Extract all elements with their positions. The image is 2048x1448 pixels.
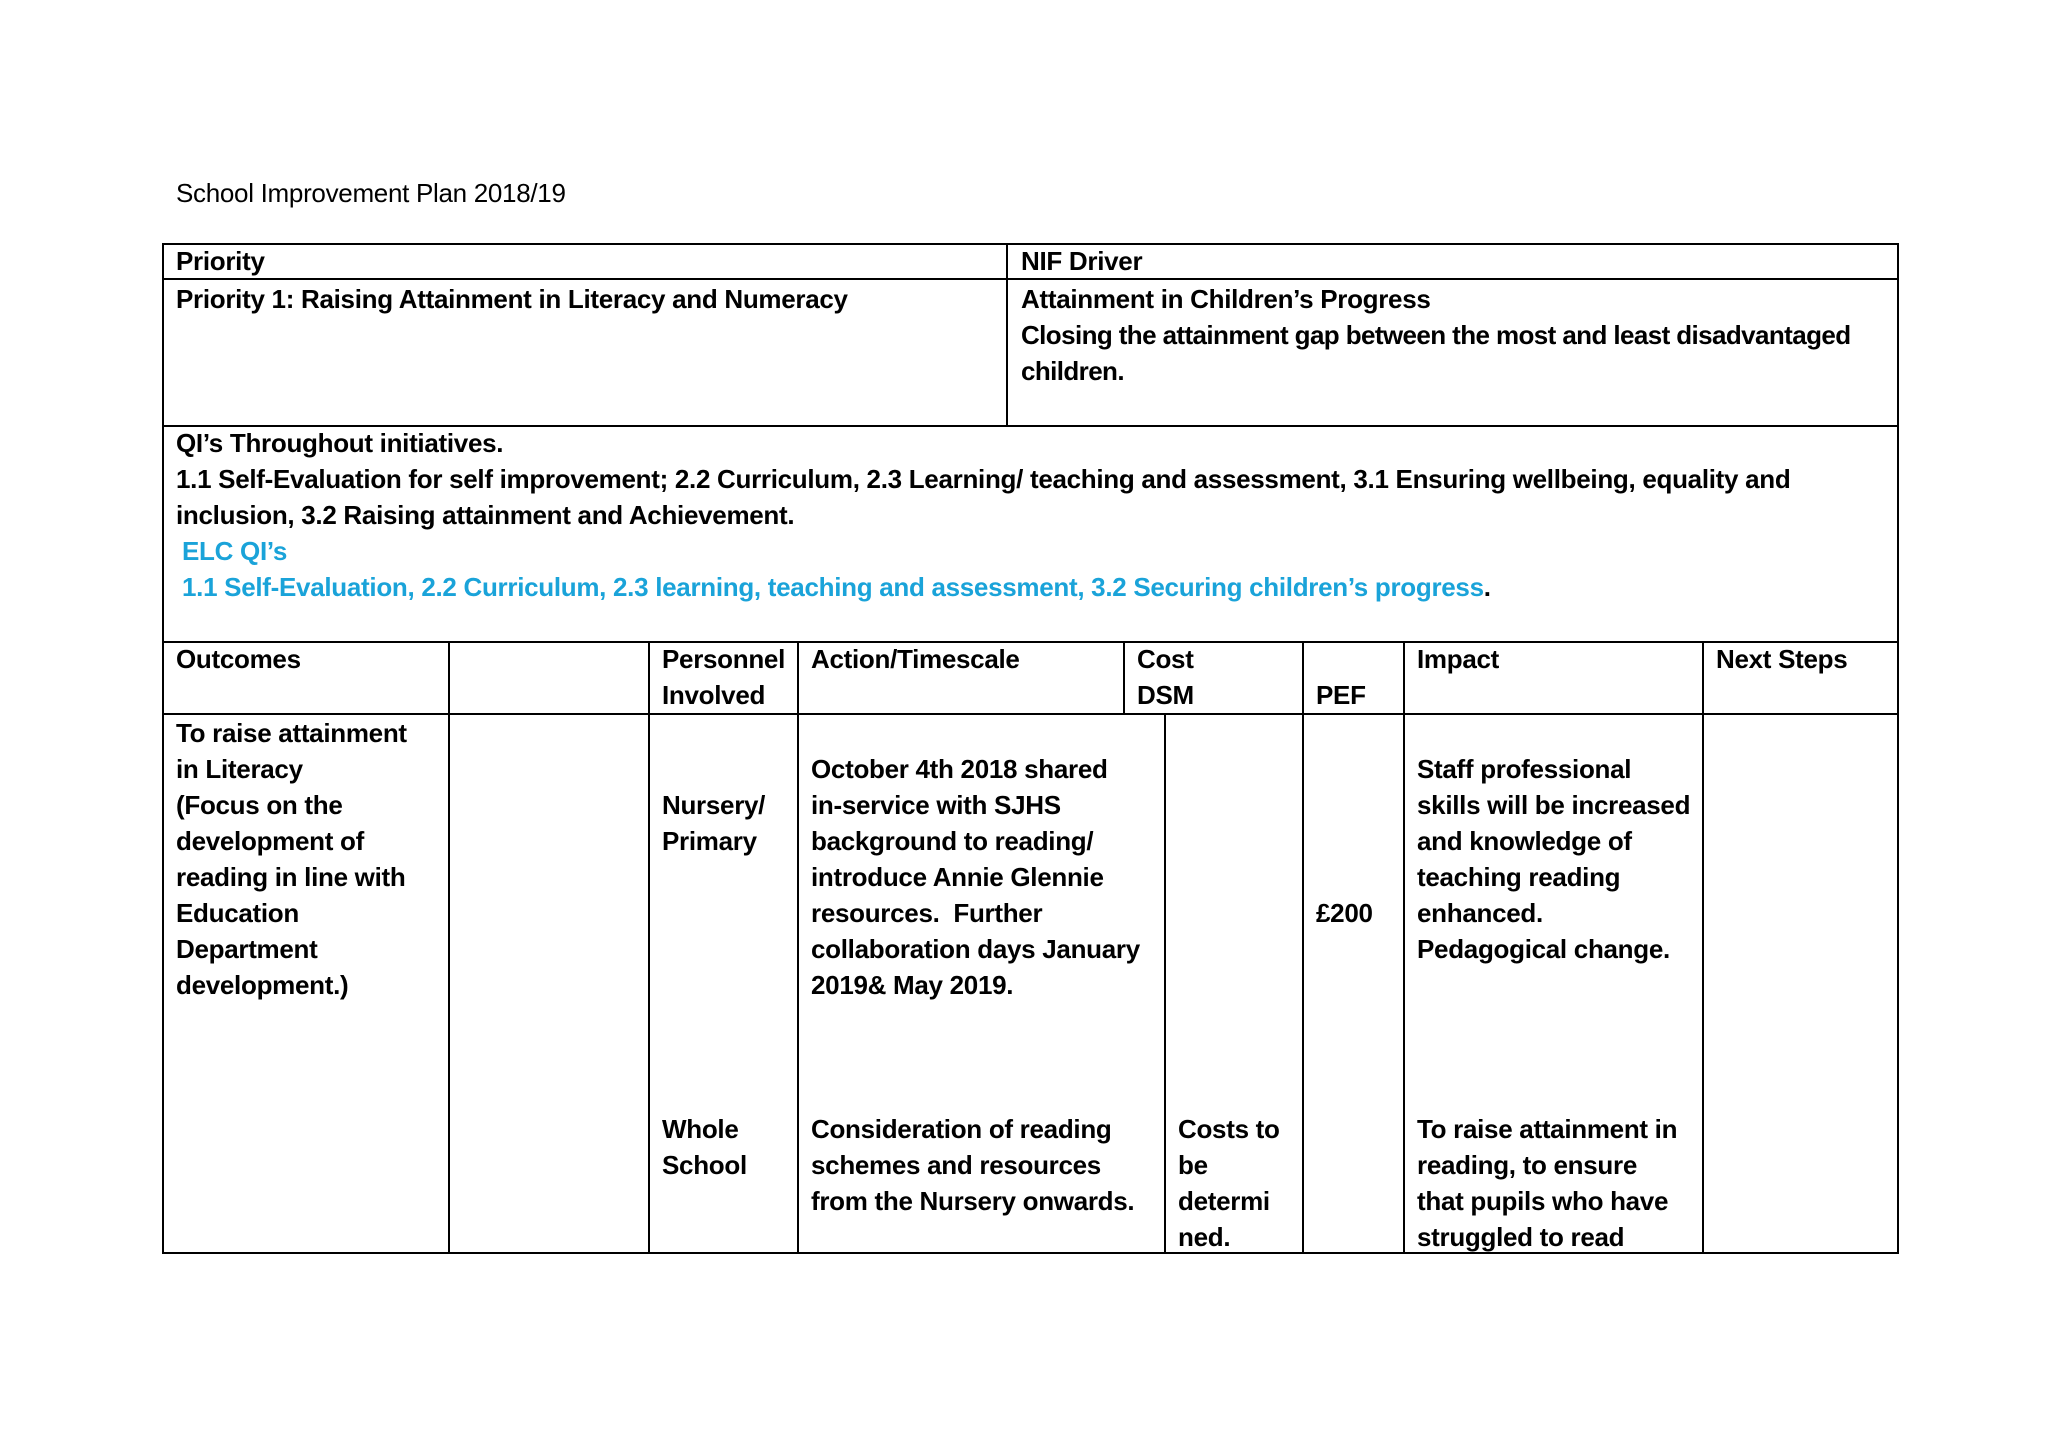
- col-header-impact: Impact: [1417, 644, 1500, 674]
- priority-header: Priority: [176, 246, 265, 276]
- nif-driver-line1: Attainment in Children’s Progress: [1021, 284, 1431, 314]
- elc-qi-text: 1.1 Self-Evaluation, 2.2 Curriculum, 2.3 learning, teaching and assessment, 3.2 Securing children’s progress: [182, 572, 1484, 602]
- plan-header-divider: [162, 713, 1899, 715]
- col-line-2: [648, 641, 650, 1254]
- nif-driver-header: NIF Driver: [1021, 246, 1143, 276]
- col-header-pef: PEF: [1316, 680, 1366, 710]
- nif-driver-line2: Closing the attainment gap between the most and least disadvantaged children.: [1021, 320, 1858, 386]
- col-header-action: Action/Timescale: [811, 644, 1020, 674]
- qi-heading: QI’s Throughout initiatives.: [176, 428, 504, 458]
- col-line-4-body: [1164, 713, 1166, 1254]
- col-header-outcomes: Outcomes: [176, 644, 301, 674]
- elc-qi-heading: ELC QI’s: [182, 536, 287, 566]
- outcome-text: To raise attainment in Literacy (Focus on the development of reading in line with Education Department development.): [176, 718, 407, 1000]
- elc-qi-period: .: [1483, 572, 1491, 602]
- col-line-7: [1702, 641, 1704, 1254]
- col-line-3: [797, 641, 799, 1254]
- col-header-cost: Cost DSM: [1137, 644, 1194, 710]
- col-line-4-header: [1123, 641, 1125, 714]
- row2-cost: Costs to be determi ned.: [1178, 1114, 1280, 1252]
- row1-action: October 4th 2018 shared in-service with SJHS background to reading/ introduce Annie Glennie resources. Further collaboration days January 2019& May 2019.: [811, 754, 1140, 1000]
- col-line-1: [448, 641, 450, 1254]
- qi-text: 1.1 Self-Evaluation for self improvement; 2.2 Curriculum, 2.3 Learning/ teaching and assessment, 3.1 Ensuring wellbeing, equality and inclusion, 3.2 Raising attainment and Achievement.: [176, 464, 1798, 530]
- row2-personnel: Whole School: [662, 1114, 747, 1180]
- priority-value: Priority 1: Raising Attainment in Literacy and Numeracy: [176, 284, 848, 314]
- row1-pef: £200: [1316, 898, 1373, 928]
- col-line-5: [1302, 641, 1304, 1254]
- elc-qi-line: [182, 569, 1882, 605]
- document-title: School Improvement Plan 2018/19: [176, 178, 566, 208]
- row1-impact: Staff professional skills will be increased and knowledge of teaching reading enhanced. Pedagogical change.: [1417, 754, 1691, 964]
- col-header-personnel: Personnel Involved: [662, 644, 786, 710]
- row1-personnel: Nursery/ Primary: [662, 790, 766, 856]
- header-column-divider: [1006, 243, 1008, 427]
- col-line-6: [1403, 641, 1405, 1254]
- col-header-next-steps: Next Steps: [1716, 644, 1848, 674]
- row2-action: Consideration of reading schemes and resources from the Nursery onwards.: [811, 1114, 1135, 1216]
- row2-impact: To raise attainment in reading, to ensure that pupils who have struggled to read: [1417, 1114, 1678, 1252]
